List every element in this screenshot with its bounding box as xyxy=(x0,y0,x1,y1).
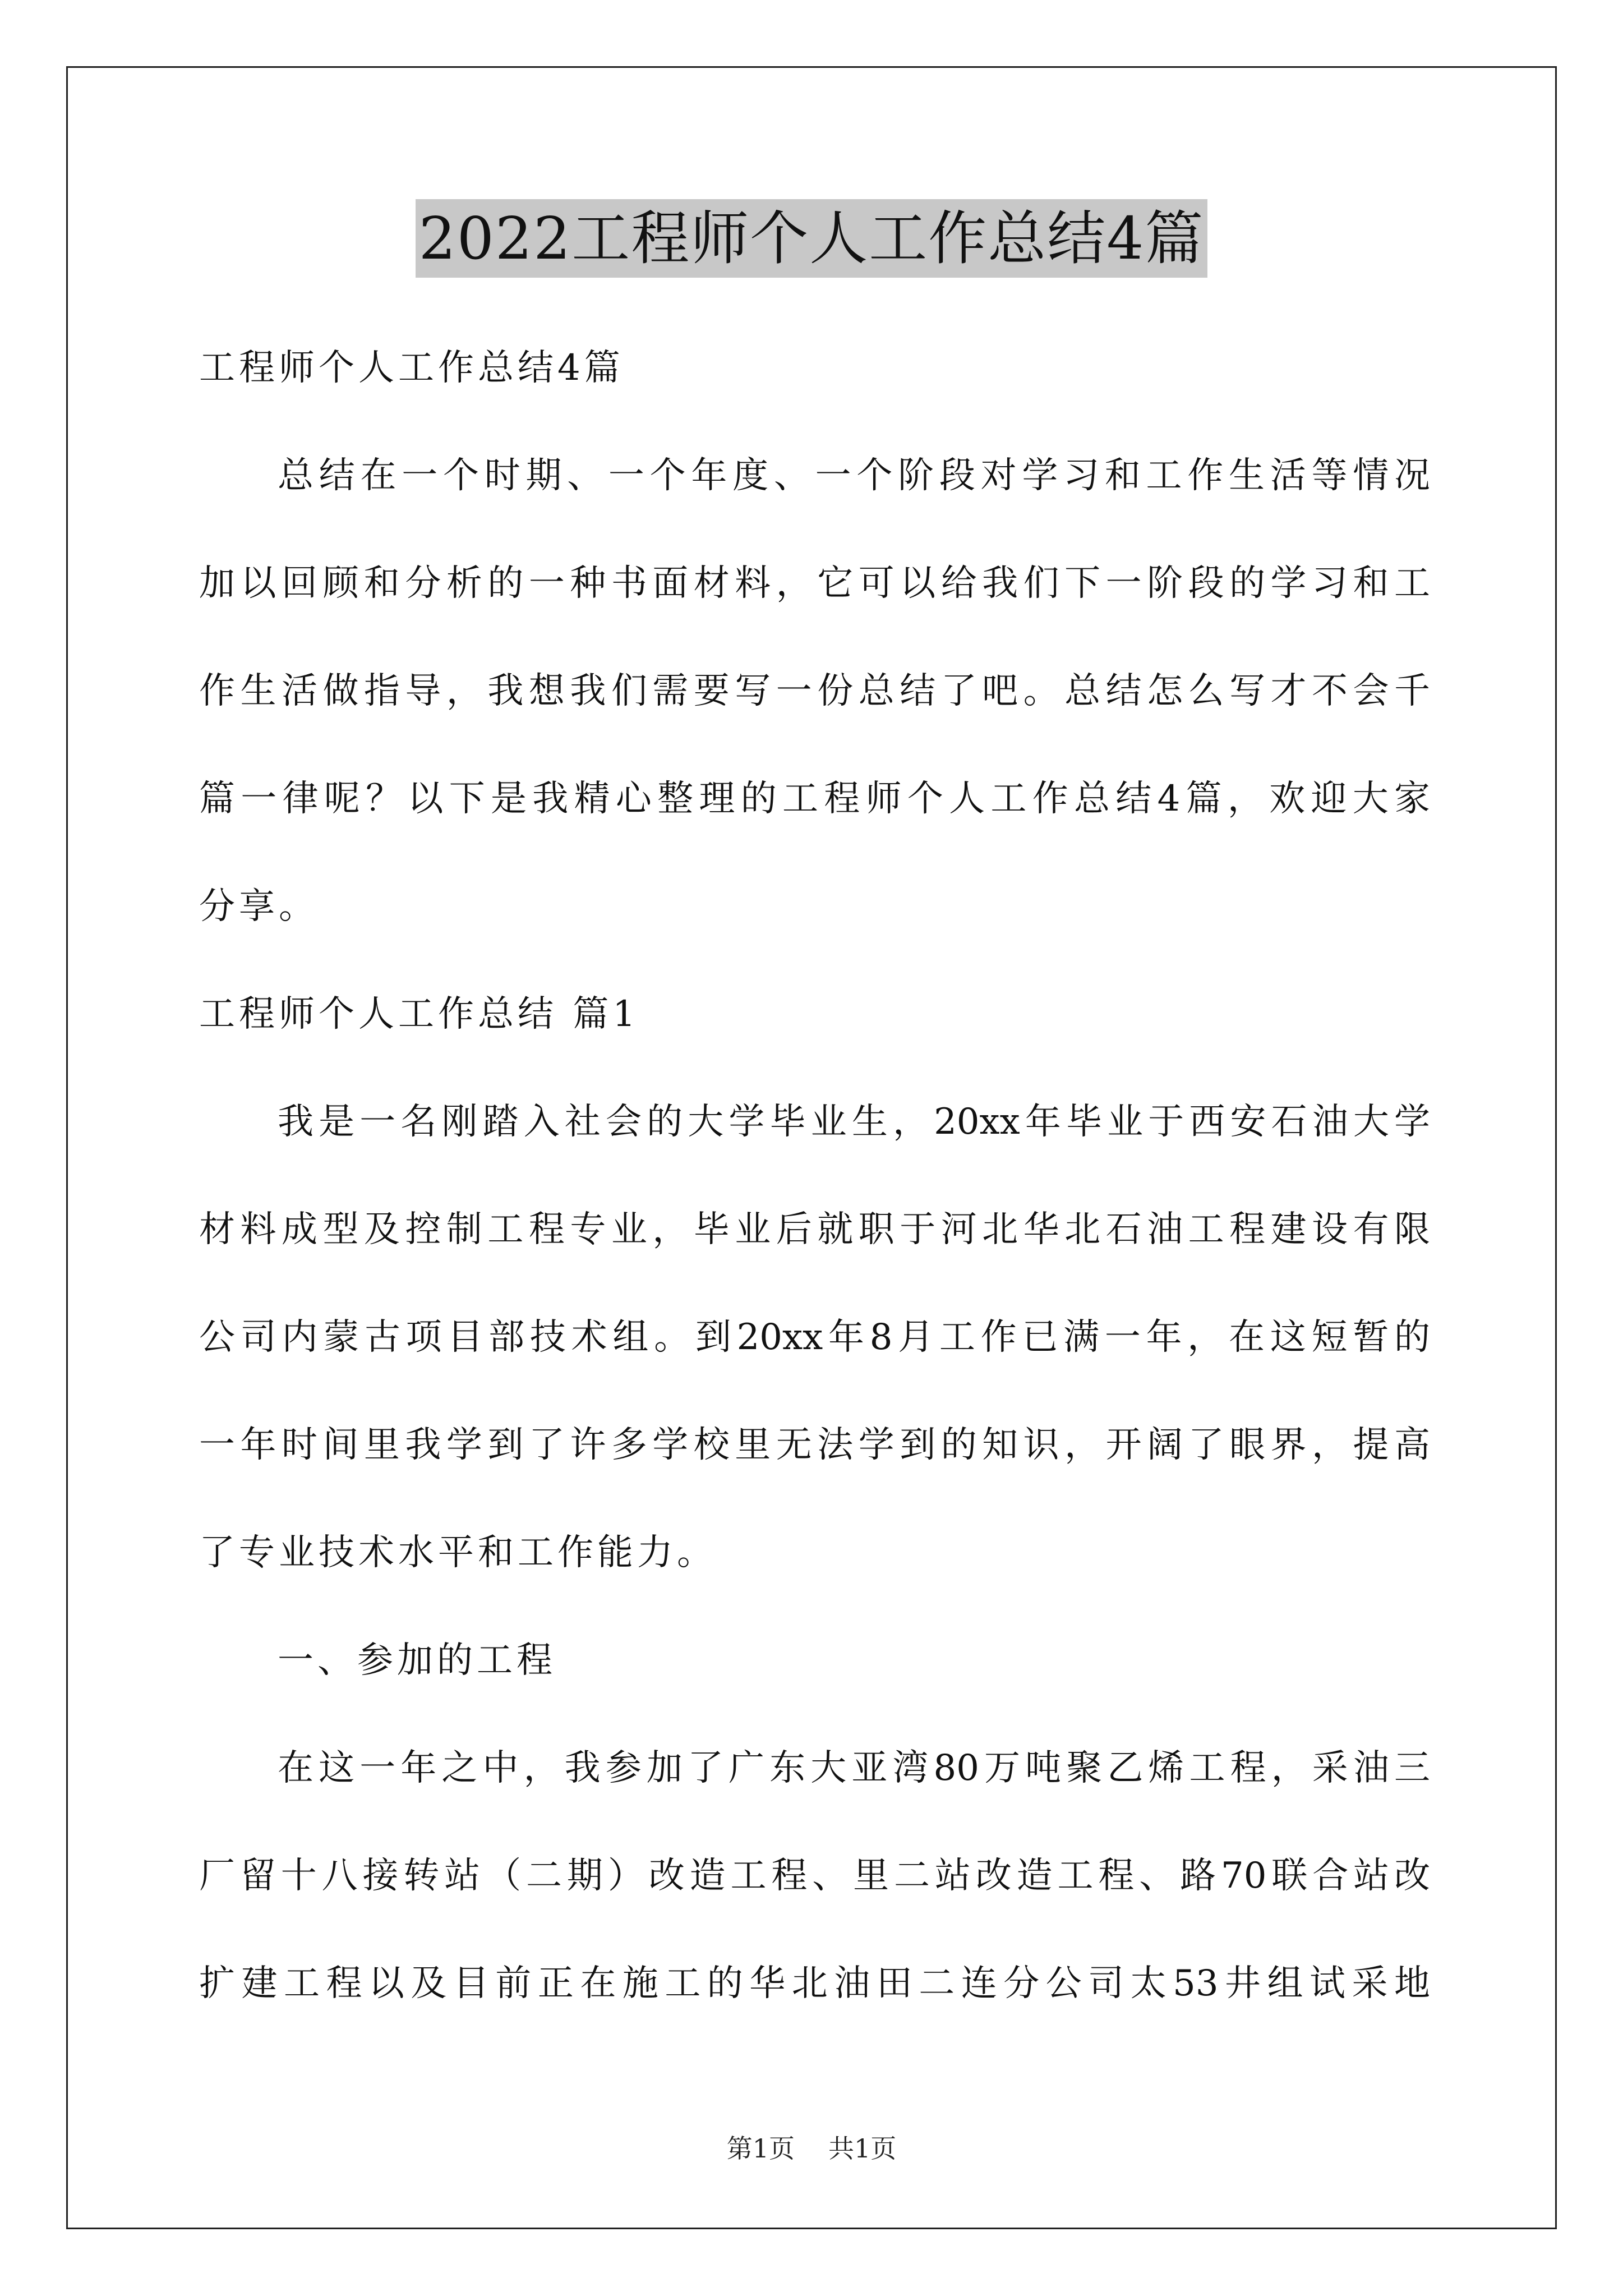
text-line: 一、参加的工程 xyxy=(278,1640,556,1681)
text-line: 厂留十八接转站（二期）改造工程、里二站改造工程、路70联合站改 xyxy=(199,1855,1430,1897)
text-line: 分享。 xyxy=(199,886,319,927)
text-line: 一年时间里我学到了许多学校里无法学到的知识，开阔了眼界，提高 xyxy=(199,1424,1430,1466)
text-line: 了专业技术水平和工作能力。 xyxy=(199,1532,717,1573)
page-footer xyxy=(0,2132,1623,2165)
document-body xyxy=(199,314,1430,2037)
document-title: 2022工程师个人工作总结4篇 xyxy=(416,199,1208,278)
title-container xyxy=(0,199,1623,278)
text-line: 在这一年之中，我参加了广东大亚湾80万吨聚乙烯工程，采油三 xyxy=(278,1747,1430,1789)
text-line: 我是一名刚踏入社会的大学毕业生，20xx年毕业于西安石油大学 xyxy=(278,1101,1430,1143)
text-line: 篇一律呢？以下是我精心整理的工程师个人工作总结4篇，欢迎大家 xyxy=(199,778,1430,820)
page-number-total: 共1页 xyxy=(828,2133,897,2164)
page-number-current: 第1页 xyxy=(726,2133,795,2164)
text-line: 总结在一个时期、一个年度、一个阶段对学习和工作生活等情况 xyxy=(278,455,1430,496)
text-line: 扩建工程以及目前正在施工的华北油田二连分公司太53井组试采地 xyxy=(199,1963,1430,2004)
text-line: 加以回顾和分析的一种书面材料，它可以给我们下一阶段的学习和工 xyxy=(199,563,1430,604)
text-line: 材料成型及控制工程专业，毕业后就职于河北华北石油工程建设有限 xyxy=(199,1209,1430,1250)
text-line: 作生活做指导，我想我们需要写一份总结了吧。总结怎么写才不会千 xyxy=(199,670,1430,712)
text-line: 工程师个人工作总结 篇1 xyxy=(199,993,640,1035)
text-line: 公司内蒙古项目部技术组。到20xx年8月工作已满一年，在这短暂的 xyxy=(199,1317,1430,1358)
text-line: 工程师个人工作总结4篇 xyxy=(199,347,624,389)
